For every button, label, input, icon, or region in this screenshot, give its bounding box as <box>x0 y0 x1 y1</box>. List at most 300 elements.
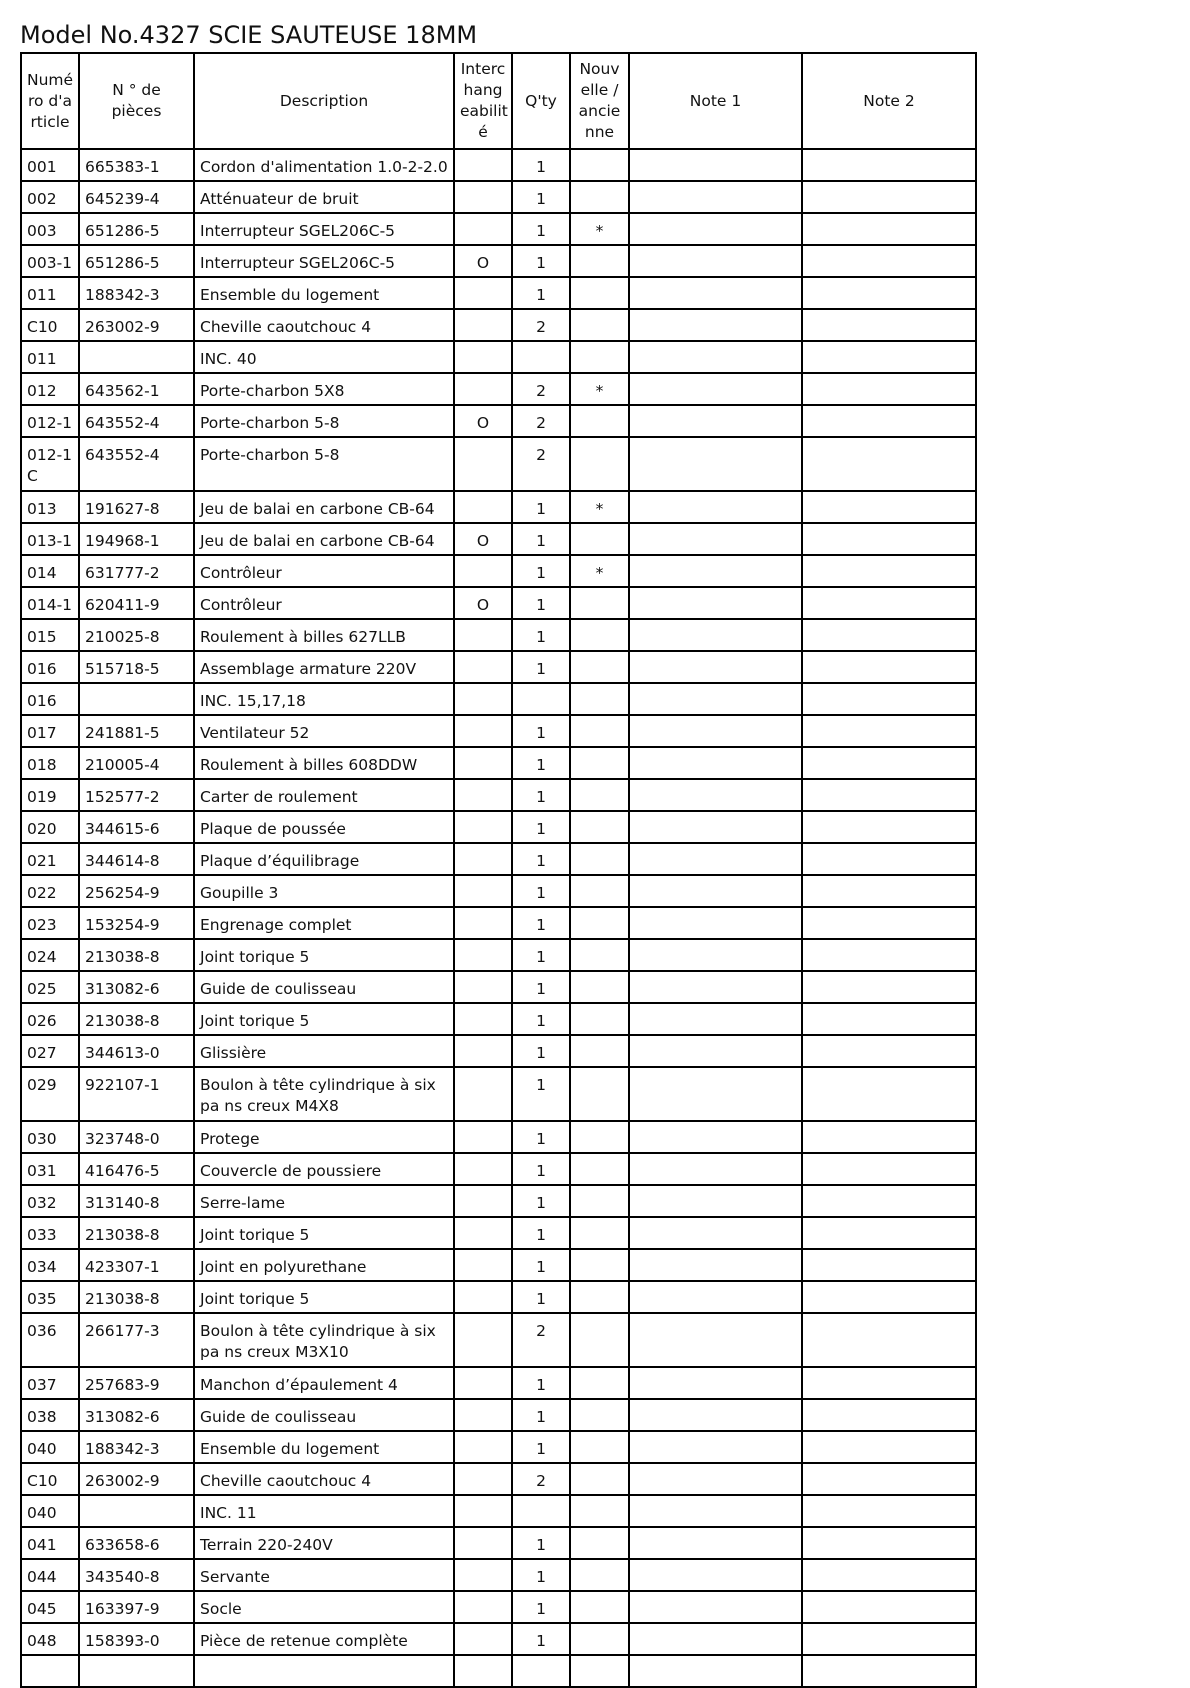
item-number-cell: 030 <box>21 1121 79 1153</box>
quantity-cell: 2 <box>512 405 570 437</box>
quantity-cell: 1 <box>512 971 570 1003</box>
parts-table-body <box>21 149 976 1687</box>
table-row <box>21 1367 976 1399</box>
quantity-cell: 1 <box>512 181 570 213</box>
item-number-cell: 044 <box>21 1559 79 1591</box>
description-cell: Servante <box>194 1559 454 1591</box>
item-number-cell: 012-1 C <box>21 437 79 491</box>
note-1-cell <box>629 683 802 715</box>
note-1-cell <box>629 1217 802 1249</box>
new-old-cell <box>570 1591 629 1623</box>
new-old-cell <box>570 907 629 939</box>
table-row <box>21 1463 976 1495</box>
table-row <box>21 437 976 491</box>
item-number-cell: 041 <box>21 1527 79 1559</box>
item-number-cell: 003 <box>21 213 79 245</box>
quantity-cell: 1 <box>512 1399 570 1431</box>
interchangeability-cell <box>454 491 512 523</box>
description-cell: Porte-charbon 5X8 <box>194 373 454 405</box>
quantity-cell: 2 <box>512 309 570 341</box>
header-note-1: Note 1 <box>629 53 802 149</box>
description-cell: Cordon d'alimentation 1.0-2-2.0 <box>194 149 454 181</box>
empty-cell <box>802 1655 976 1687</box>
description-cell: Jeu de balai en carbone CB-64 <box>194 491 454 523</box>
quantity-cell: 1 <box>512 1559 570 1591</box>
item-number-cell: 003-1 <box>21 245 79 277</box>
description-cell: Serre-lame <box>194 1185 454 1217</box>
interchangeability-cell: O <box>454 405 512 437</box>
interchangeability-cell <box>454 1185 512 1217</box>
note-1-cell <box>629 341 802 373</box>
table-row <box>21 939 976 971</box>
note-1-cell <box>629 1185 802 1217</box>
part-number-cell <box>79 341 194 373</box>
note-1-cell <box>629 491 802 523</box>
part-number-cell: 263002-9 <box>79 309 194 341</box>
description-cell: Plaque d’équilibrage <box>194 843 454 875</box>
interchangeability-cell <box>454 971 512 1003</box>
item-number-cell: C10 <box>21 309 79 341</box>
part-number-cell: 153254-9 <box>79 907 194 939</box>
new-old-cell <box>570 149 629 181</box>
note-1-cell <box>629 1313 802 1367</box>
new-old-cell <box>570 1463 629 1495</box>
header-item-number: Numé ro d'a rticle <box>21 53 79 149</box>
interchangeability-cell <box>454 1431 512 1463</box>
table-row <box>21 149 976 181</box>
interchangeability-cell <box>454 619 512 651</box>
note-2-cell <box>802 1281 976 1313</box>
item-number-cell: 033 <box>21 1217 79 1249</box>
description-cell: Atténuateur de bruit <box>194 181 454 213</box>
note-1-cell <box>629 1431 802 1463</box>
note-1-cell <box>629 213 802 245</box>
item-number-cell: 040 <box>21 1431 79 1463</box>
note-2-cell <box>802 149 976 181</box>
part-number-cell: 313140-8 <box>79 1185 194 1217</box>
description-cell: Boulon à tête cylindrique à six pa ns creux M4X8 <box>194 1067 454 1121</box>
note-2-cell <box>802 555 976 587</box>
interchangeability-cell <box>454 1067 512 1121</box>
description-cell: Roulement à billes 608DDW <box>194 747 454 779</box>
part-number-cell: 323748-0 <box>79 1121 194 1153</box>
description-cell: Cheville caoutchouc 4 <box>194 309 454 341</box>
interchangeability-cell <box>454 811 512 843</box>
quantity-cell: 1 <box>512 1035 570 1067</box>
interchangeability-cell <box>454 1035 512 1067</box>
item-number-cell: 021 <box>21 843 79 875</box>
description-cell: Assemblage armature 220V <box>194 651 454 683</box>
note-1-cell <box>629 1153 802 1185</box>
note-1-cell <box>629 1591 802 1623</box>
part-number-cell: 191627-8 <box>79 491 194 523</box>
note-2-cell <box>802 1121 976 1153</box>
note-1-cell <box>629 1067 802 1121</box>
new-old-cell <box>570 1185 629 1217</box>
quantity-cell: 1 <box>512 1121 570 1153</box>
item-number-cell: 038 <box>21 1399 79 1431</box>
description-cell: Porte-charbon 5-8 <box>194 437 454 491</box>
note-2-cell <box>802 1313 976 1367</box>
quantity-cell: 1 <box>512 779 570 811</box>
item-number-cell: 024 <box>21 939 79 971</box>
note-2-cell <box>802 309 976 341</box>
new-old-cell <box>570 971 629 1003</box>
table-row <box>21 651 976 683</box>
table-row <box>21 341 976 373</box>
description-cell: INC. 40 <box>194 341 454 373</box>
note-1-cell <box>629 907 802 939</box>
item-number-cell: 036 <box>21 1313 79 1367</box>
item-number-cell: 037 <box>21 1367 79 1399</box>
note-1-cell <box>629 373 802 405</box>
note-1-cell <box>629 811 802 843</box>
part-number-cell: 643552-4 <box>79 437 194 491</box>
description-cell: Pièce de retenue complète <box>194 1623 454 1655</box>
empty-cell <box>21 1655 79 1687</box>
note-1-cell <box>629 1121 802 1153</box>
item-number-cell: 011 <box>21 277 79 309</box>
note-1-cell <box>629 1399 802 1431</box>
interchangeability-cell: O <box>454 587 512 619</box>
interchangeability-cell <box>454 715 512 747</box>
item-number-cell: 020 <box>21 811 79 843</box>
quantity-cell: 1 <box>512 1591 570 1623</box>
table-row <box>21 811 976 843</box>
item-number-cell: 034 <box>21 1249 79 1281</box>
note-2-cell <box>802 181 976 213</box>
note-2-cell <box>802 1153 976 1185</box>
part-number-cell: 344614-8 <box>79 843 194 875</box>
item-number-cell: 019 <box>21 779 79 811</box>
part-number-cell: 665383-1 <box>79 149 194 181</box>
part-number-cell: 343540-8 <box>79 1559 194 1591</box>
new-old-cell <box>570 1217 629 1249</box>
note-2-cell <box>802 213 976 245</box>
note-2-cell <box>802 779 976 811</box>
note-1-cell <box>629 1527 802 1559</box>
item-number-cell: 012-1 <box>21 405 79 437</box>
table-row <box>21 747 976 779</box>
part-number-cell: 344615-6 <box>79 811 194 843</box>
table-row <box>21 587 976 619</box>
interchangeability-cell <box>454 1399 512 1431</box>
note-2-cell <box>802 523 976 555</box>
description-cell: Socle <box>194 1591 454 1623</box>
part-number-cell: 313082-6 <box>79 1399 194 1431</box>
note-2-cell <box>802 1003 976 1035</box>
note-2-cell <box>802 1067 976 1121</box>
new-old-cell <box>570 1399 629 1431</box>
empty-cell <box>79 1655 194 1687</box>
header-note-2: Note 2 <box>802 53 976 149</box>
item-number-cell: 029 <box>21 1067 79 1121</box>
note-2-cell <box>802 1527 976 1559</box>
quantity-cell: 1 <box>512 1367 570 1399</box>
new-old-cell <box>570 843 629 875</box>
interchangeability-cell <box>454 341 512 373</box>
description-cell: Boulon à tête cylindrique à six pa ns creux M3X10 <box>194 1313 454 1367</box>
empty-cell <box>512 1655 570 1687</box>
new-old-cell: * <box>570 373 629 405</box>
item-number-cell: 026 <box>21 1003 79 1035</box>
page-title: Model No.4327 SCIE SAUTEUSE 18MM <box>20 21 478 49</box>
description-cell: Guide de coulisseau <box>194 971 454 1003</box>
description-cell: Goupille 3 <box>194 875 454 907</box>
new-old-cell: * <box>570 555 629 587</box>
note-1-cell <box>629 555 802 587</box>
table-row <box>21 875 976 907</box>
header-description: Description <box>194 53 454 149</box>
part-number-cell: 188342-3 <box>79 277 194 309</box>
quantity-cell: 1 <box>512 1527 570 1559</box>
note-2-cell <box>802 1495 976 1527</box>
table-row <box>21 1185 976 1217</box>
table-row <box>21 277 976 309</box>
note-1-cell <box>629 1367 802 1399</box>
table-row <box>21 971 976 1003</box>
description-cell: Manchon d’épaulement 4 <box>194 1367 454 1399</box>
new-old-cell <box>570 1281 629 1313</box>
note-1-cell <box>629 1495 802 1527</box>
description-cell: Ensemble du logement <box>194 277 454 309</box>
interchangeability-cell <box>454 149 512 181</box>
part-number-cell: 257683-9 <box>79 1367 194 1399</box>
item-number-cell: 031 <box>21 1153 79 1185</box>
quantity-cell: 1 <box>512 811 570 843</box>
part-number-cell: 188342-3 <box>79 1431 194 1463</box>
new-old-cell <box>570 1495 629 1527</box>
interchangeability-cell <box>454 555 512 587</box>
quantity-cell: 1 <box>512 715 570 747</box>
table-row <box>21 523 976 555</box>
part-number-cell: 163397-9 <box>79 1591 194 1623</box>
header-interchangeability: Interc hang eabilit é <box>454 53 512 149</box>
description-cell: Engrenage complet <box>194 907 454 939</box>
part-number-cell: 651286-5 <box>79 245 194 277</box>
item-number-cell: 022 <box>21 875 79 907</box>
item-number-cell: 011 <box>21 341 79 373</box>
description-cell: Roulement à billes 627LLB <box>194 619 454 651</box>
table-row <box>21 213 976 245</box>
item-number-cell: 032 <box>21 1185 79 1217</box>
empty-cell <box>570 1655 629 1687</box>
new-old-cell <box>570 875 629 907</box>
new-old-cell <box>570 587 629 619</box>
new-old-cell: * <box>570 491 629 523</box>
note-2-cell <box>802 491 976 523</box>
part-number-cell: 210005-4 <box>79 747 194 779</box>
note-1-cell <box>629 651 802 683</box>
note-1-cell <box>629 523 802 555</box>
note-2-cell <box>802 1591 976 1623</box>
part-number-cell: 313082-6 <box>79 971 194 1003</box>
part-number-cell: 423307-1 <box>79 1249 194 1281</box>
item-number-cell: 025 <box>21 971 79 1003</box>
empty-cell <box>454 1655 512 1687</box>
table-row <box>21 715 976 747</box>
table-row <box>21 491 976 523</box>
new-old-cell <box>570 1003 629 1035</box>
interchangeability-cell <box>454 651 512 683</box>
note-1-cell <box>629 149 802 181</box>
description-cell: Guide de coulisseau <box>194 1399 454 1431</box>
description-cell: Terrain 220-240V <box>194 1527 454 1559</box>
new-old-cell <box>570 405 629 437</box>
new-old-cell <box>570 309 629 341</box>
description-cell: Carter de roulement <box>194 779 454 811</box>
new-old-cell <box>570 1431 629 1463</box>
item-number-cell: 048 <box>21 1623 79 1655</box>
note-2-cell <box>802 587 976 619</box>
description-cell: Ventilateur 52 <box>194 715 454 747</box>
part-number-cell: 344613-0 <box>79 1035 194 1067</box>
table-row <box>21 245 976 277</box>
quantity-cell: 1 <box>512 213 570 245</box>
description-cell: Joint en polyurethane <box>194 1249 454 1281</box>
new-old-cell <box>570 181 629 213</box>
table-row <box>21 1217 976 1249</box>
new-old-cell <box>570 1527 629 1559</box>
note-2-cell <box>802 811 976 843</box>
quantity-cell: 1 <box>512 1067 570 1121</box>
table-row <box>21 1559 976 1591</box>
interchangeability-cell <box>454 1527 512 1559</box>
note-2-cell <box>802 245 976 277</box>
new-old-cell <box>570 779 629 811</box>
quantity-cell: 1 <box>512 245 570 277</box>
part-number-cell: 416476-5 <box>79 1153 194 1185</box>
quantity-cell: 1 <box>512 491 570 523</box>
note-1-cell <box>629 1003 802 1035</box>
description-cell: Ensemble du logement <box>194 1431 454 1463</box>
interchangeability-cell <box>454 1153 512 1185</box>
table-row <box>21 555 976 587</box>
interchangeability-cell <box>454 1623 512 1655</box>
interchangeability-cell: O <box>454 245 512 277</box>
note-2-cell <box>802 1463 976 1495</box>
interchangeability-cell <box>454 437 512 491</box>
new-old-cell <box>570 1067 629 1121</box>
table-row <box>21 779 976 811</box>
note-1-cell <box>629 1559 802 1591</box>
note-2-cell <box>802 277 976 309</box>
item-number-cell: 001 <box>21 149 79 181</box>
table-row <box>21 1281 976 1313</box>
table-row <box>21 309 976 341</box>
note-1-cell <box>629 747 802 779</box>
part-number-cell: 620411-9 <box>79 587 194 619</box>
table-row <box>21 1623 976 1655</box>
note-1-cell <box>629 277 802 309</box>
description-cell: Protege <box>194 1121 454 1153</box>
quantity-cell: 1 <box>512 1153 570 1185</box>
header-part-number: N ° de pièces <box>79 53 194 149</box>
quantity-cell: 1 <box>512 1281 570 1313</box>
parts-table <box>20 52 977 1688</box>
table-row <box>21 1655 976 1687</box>
note-2-cell <box>802 1431 976 1463</box>
part-number-cell: 651286-5 <box>79 213 194 245</box>
description-cell: Jeu de balai en carbone CB-64 <box>194 523 454 555</box>
description-cell: Porte-charbon 5-8 <box>194 405 454 437</box>
part-number-cell: 643552-4 <box>79 405 194 437</box>
table-row <box>21 1431 976 1463</box>
item-number-cell: 040 <box>21 1495 79 1527</box>
new-old-cell <box>570 523 629 555</box>
item-number-cell: 014-1 <box>21 587 79 619</box>
quantity-cell: 1 <box>512 875 570 907</box>
quantity-cell: 1 <box>512 1185 570 1217</box>
interchangeability-cell <box>454 683 512 715</box>
part-number-cell: 152577-2 <box>79 779 194 811</box>
new-old-cell <box>570 245 629 277</box>
note-2-cell <box>802 1367 976 1399</box>
note-1-cell <box>629 875 802 907</box>
new-old-cell <box>570 715 629 747</box>
empty-cell <box>194 1655 454 1687</box>
part-number-cell <box>79 1495 194 1527</box>
part-number-cell: 210025-8 <box>79 619 194 651</box>
part-number-cell: 922107-1 <box>79 1067 194 1121</box>
table-row <box>21 683 976 715</box>
new-old-cell: * <box>570 213 629 245</box>
table-row <box>21 373 976 405</box>
new-old-cell <box>570 1313 629 1367</box>
quantity-cell: 2 <box>512 1463 570 1495</box>
table-row <box>21 843 976 875</box>
table-row <box>21 1035 976 1067</box>
item-number-cell: 045 <box>21 1591 79 1623</box>
table-row <box>21 181 976 213</box>
interchangeability-cell <box>454 1313 512 1367</box>
interchangeability-cell <box>454 875 512 907</box>
note-2-cell <box>802 843 976 875</box>
part-number-cell <box>79 683 194 715</box>
quantity-cell: 1 <box>512 843 570 875</box>
table-row <box>21 1313 976 1367</box>
note-1-cell <box>629 619 802 651</box>
new-old-cell <box>570 1121 629 1153</box>
quantity-cell: 2 <box>512 437 570 491</box>
note-1-cell <box>629 1623 802 1655</box>
description-cell: Plaque de poussée <box>194 811 454 843</box>
note-1-cell <box>629 843 802 875</box>
new-old-cell <box>570 651 629 683</box>
interchangeability-cell <box>454 779 512 811</box>
note-2-cell <box>802 747 976 779</box>
quantity-cell: 1 <box>512 1217 570 1249</box>
item-number-cell: 013-1 <box>21 523 79 555</box>
quantity-cell: 2 <box>512 1313 570 1367</box>
item-number-cell: 035 <box>21 1281 79 1313</box>
interchangeability-cell <box>454 277 512 309</box>
quantity-cell: 2 <box>512 373 570 405</box>
note-2-cell <box>802 1399 976 1431</box>
description-cell: INC. 11 <box>194 1495 454 1527</box>
quantity-cell: 1 <box>512 277 570 309</box>
interchangeability-cell <box>454 747 512 779</box>
item-number-cell: 016 <box>21 683 79 715</box>
item-number-cell: 013 <box>21 491 79 523</box>
part-number-cell: 266177-3 <box>79 1313 194 1367</box>
part-number-cell: 631777-2 <box>79 555 194 587</box>
description-cell: Interrupteur SGEL206C-5 <box>194 245 454 277</box>
description-cell: Joint torique 5 <box>194 939 454 971</box>
part-number-cell: 194968-1 <box>79 523 194 555</box>
interchangeability-cell <box>454 1495 512 1527</box>
part-number-cell: 158393-0 <box>79 1623 194 1655</box>
